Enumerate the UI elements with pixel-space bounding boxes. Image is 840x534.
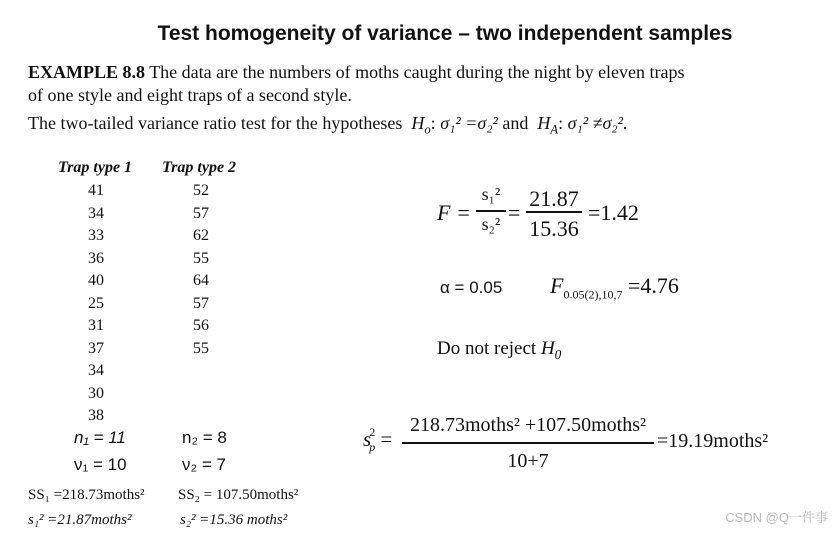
f-numerator-value: 21.87 [529,186,579,211]
example-line-1 [28,61,685,83]
type1-value: 40 [88,272,104,289]
f-critical-subscript: 0.05(2),10,7 [563,287,623,302]
decision-h: H [540,338,555,359]
type2-value: 57 [193,205,209,222]
h0-subscript: o [424,122,431,137]
n1-stat: n₁ = 11 [74,428,126,447]
fraction-bar [476,210,506,212]
hypotheses-line: The two-tailed variance ratio test for the hypotheses $H_o$: σ₁² =σ₂² and $H_A$: σ₁² ≠σ₂². [28,113,628,137]
type1-value: 30 [88,385,104,402]
type1-value: 34 [88,362,104,379]
f-denominator-value: 15.36 [529,216,579,241]
type1-value: 33 [88,227,104,244]
type2-value: 57 [193,295,209,312]
type1-value: 36 [88,250,104,267]
type2-value: 55 [193,340,209,357]
v2-stat: ν₂ = 7 [182,455,226,474]
ss2-stat: SS₂ = 107.50moths² [178,487,299,503]
type2-value: 52 [193,182,209,199]
ha-subscript: A [550,122,559,137]
s1-variance: s₁² =21.87moths² [28,512,132,528]
pooled-numerator: 218.73moths² +107.50moths² [409,414,647,436]
type1-value: 41 [88,182,104,199]
and-text: and [502,113,529,133]
type2-value: 62 [193,227,209,244]
f-numerator-symbol: s₁² [481,184,501,204]
type1-value: 37 [88,340,104,357]
h0-expression: σ₁² =σ₂² [440,113,498,133]
type1-value: 25 [88,295,104,312]
ss1-stat: SS₁ =218.73moths² [28,487,145,503]
f-critical: $F_{0.05(2),10,7} =4.76$ [550,273,679,302]
f-result: =1.42 [588,200,639,225]
type1-value: 31 [88,317,104,334]
type1-value: 38 [88,407,104,424]
hypotheses-prefix: The two-tailed variance ratio test for the hypotheses [28,113,403,133]
pooled-denominator: 10+7 [507,450,549,472]
f-denominator-symbol: s₂² [481,214,501,234]
alpha-value: α = 0.05 [440,278,503,297]
watermark: CSDN @Q一件事 [725,510,828,525]
v1-stat: ν₁ = 10 [74,455,127,474]
example-line-2: of one style and eight traps of a second style. [28,85,352,105]
decision-text: Do not reject [437,338,537,359]
f-symbol: F = [437,200,471,225]
equals-sign: = [508,200,521,225]
pooled-result: =19.19moths² [657,430,769,452]
page-title: Test homogeneity of variance – two independent samples [157,22,733,45]
header-trap-type-1: Trap type 1 [58,159,133,176]
decision [437,338,561,363]
example-text-1: The data are the numbers of moths caught during the night by eleven traps [149,62,685,82]
f-critical-value: =4.76 [627,273,679,298]
header-trap-type-2: Trap type 2 [162,159,237,176]
fraction-bar [526,211,582,213]
type1-value: 34 [88,205,104,222]
s2-variance: s₂² =15.36 moths² [180,512,288,528]
type2-value: 55 [193,250,209,267]
decision-subscript: 0 [554,346,562,362]
fraction-bar [402,442,654,444]
example-label: EXAMPLE 8.8 [28,62,145,82]
pooled-lhs: $s^2_p$ = [363,425,393,455]
ha-expression: σ₁² ≠σ₂². [567,113,628,133]
type2-value: 64 [193,272,209,289]
n2-stat: n₂ = 8 [182,428,227,447]
type2-value: 56 [193,317,209,334]
h0-symbol: H [411,113,425,133]
ha-symbol: H [537,113,551,133]
